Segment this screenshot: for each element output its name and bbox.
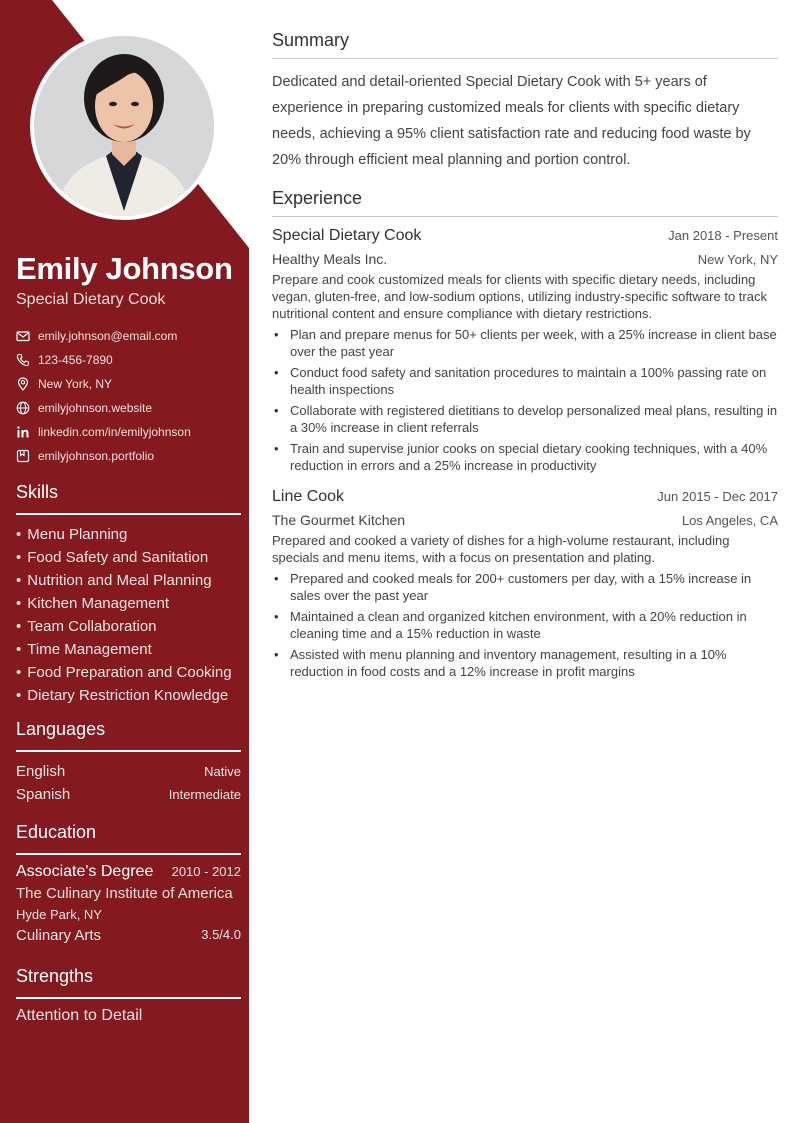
job-bullet: • Plan and prepare menus for 50+ clients per week, with a 25% increase in client base over the past year: [272, 326, 778, 360]
experience-heading: Experience: [272, 188, 778, 217]
contact-website-text: emilyjohnson.website: [38, 401, 153, 415]
job-subheader: [272, 245, 778, 267]
job-subheader: [272, 506, 778, 528]
job-location: New York, NY: [697, 252, 778, 267]
contact-location: [16, 372, 241, 396]
contact-linkedin-text: linkedin.com/in/emilyjohnson: [38, 425, 191, 439]
job-header: [272, 488, 778, 506]
education-school: The Culinary Institute of America: [16, 885, 233, 902]
job-description: Prepared and cooked a variety of dishes for a high-volume restaurant, including specials and menu items, with a focus on presentation and plating.: [272, 533, 730, 565]
education-footer: [16, 927, 241, 944]
skill-item: • Team Collaboration: [16, 615, 241, 638]
job-entry: [272, 227, 778, 474]
summary-text: Dedicated and detail-oriented Special Dietary Cook with 5+ years of experience in preparing customized meals for clients with specific dietary needs, achieving a 95% client satisfaction rate and reducing food waste by 20% through efficient meal planning and portion control.: [272, 74, 751, 168]
job-entry: [272, 488, 778, 680]
education-location: Hyde Park, NY: [16, 907, 102, 922]
job-company: Healthy Meals Inc.: [272, 251, 388, 267]
portrait-image: [34, 36, 214, 216]
job-title: Special Dietary Cook: [272, 227, 422, 244]
location-pin-icon: [16, 377, 30, 391]
job-header: [272, 227, 778, 245]
education-header: [16, 863, 241, 881]
job-location: Los Angeles, CA: [681, 513, 778, 528]
skill-item: • Dietary Restriction Knowledge: [16, 684, 241, 707]
job-bullets: [272, 326, 778, 474]
job-dates: Jun 2015 - Dec 2017: [657, 489, 778, 504]
languages-list: [16, 760, 241, 806]
skills-heading: Skills: [16, 482, 241, 515]
skill-item: • Time Management: [16, 638, 241, 661]
job-bullet: • Prepared and cooked meals for 200+ customers per day, with a 15% increase in sales over the past year: [272, 570, 778, 604]
language-level: Intermediate: [168, 787, 241, 802]
contact-linkedin[interactable]: [16, 420, 241, 444]
skill-item: • Food Safety and Sanitation: [16, 546, 241, 569]
education-years: 2010 - 2012: [171, 864, 241, 879]
language-name: English: [16, 763, 66, 780]
skill-item: • Menu Planning: [16, 523, 241, 546]
language-level: Native: [204, 764, 241, 779]
job-company: The Gourmet Kitchen: [272, 512, 406, 528]
sidebar-content: [16, 250, 241, 1025]
job-dates: Jan 2018 - Present: [668, 228, 778, 243]
job-title: Line Cook: [272, 488, 345, 505]
contact-phone[interactable]: [16, 348, 241, 372]
job-bullet: • Train and supervise junior cooks on special dietary cooking techniques, with a 40% reduction in errors and a 25% increase in productivity: [272, 440, 778, 474]
skill-item: • Food Preparation and Cooking: [16, 661, 241, 684]
language-name: Spanish: [16, 786, 71, 803]
profile-role: Special Dietary Cook: [16, 291, 166, 308]
languages-heading: Languages: [16, 719, 241, 752]
skills-list: [16, 523, 241, 707]
strengths-heading: Strengths: [16, 966, 241, 999]
job-bullets: [272, 570, 778, 680]
education-degree: Associate's Degree: [16, 863, 154, 880]
job-bullet: • Maintained a clean and organized kitchen environment, with a 20% reduction in cleaning time and a 15% reduction in waste: [272, 608, 778, 642]
contact-list: [16, 324, 241, 468]
education-heading: Education: [16, 822, 241, 855]
contact-portfolio-text: emilyjohnson.portfolio: [38, 449, 155, 463]
language-row: [16, 783, 241, 806]
contact-website[interactable]: [16, 396, 241, 420]
email-icon: [16, 329, 30, 343]
experience-section: [272, 188, 778, 680]
contact-email[interactable]: [16, 324, 241, 348]
education-field: Culinary Arts: [16, 927, 102, 944]
job-bullet: • Assisted with menu planning and inventory management, resulting in a 10% reduction in food costs and a 12% increase in profit margins: [272, 646, 778, 680]
language-row: [16, 760, 241, 783]
job-description: Prepare and cook customized meals for clients with specific dietary needs, including vegan, gluten-free, and low-sodium options, utilizing industry-specific software to track nutritional content and ensure compliance with dietary restrictions.: [272, 272, 767, 321]
profile-photo: [30, 32, 218, 220]
contact-phone-text: 123-456-7890: [38, 353, 113, 367]
skill-item: • Nutrition and Meal Planning: [16, 569, 241, 592]
contact-portfolio[interactable]: [16, 444, 241, 468]
contact-location-text: New York, NY: [38, 377, 113, 391]
job-bullet: • Conduct food safety and sanitation procedures to maintain a 100% passing rate on health inspections: [272, 364, 778, 398]
summary-heading: Summary: [272, 30, 778, 59]
phone-icon: [16, 353, 30, 367]
contact-email-text: emily.johnson@email.com: [38, 329, 178, 343]
skill-item: • Kitchen Management: [16, 592, 241, 615]
linkedin-icon: [16, 425, 30, 439]
job-bullet: • Collaborate with registered dietitians to develop personalized meal plans, resulting in a 30% increase in client referrals: [272, 402, 778, 436]
globe-icon: [16, 401, 30, 415]
main-content: [272, 30, 778, 684]
portfolio-icon: [16, 449, 30, 463]
education-gpa: 3.5/4.0: [201, 927, 241, 942]
strength-item: Attention to Detail: [16, 1007, 143, 1024]
profile-name: Emily Johnson: [16, 251, 233, 286]
